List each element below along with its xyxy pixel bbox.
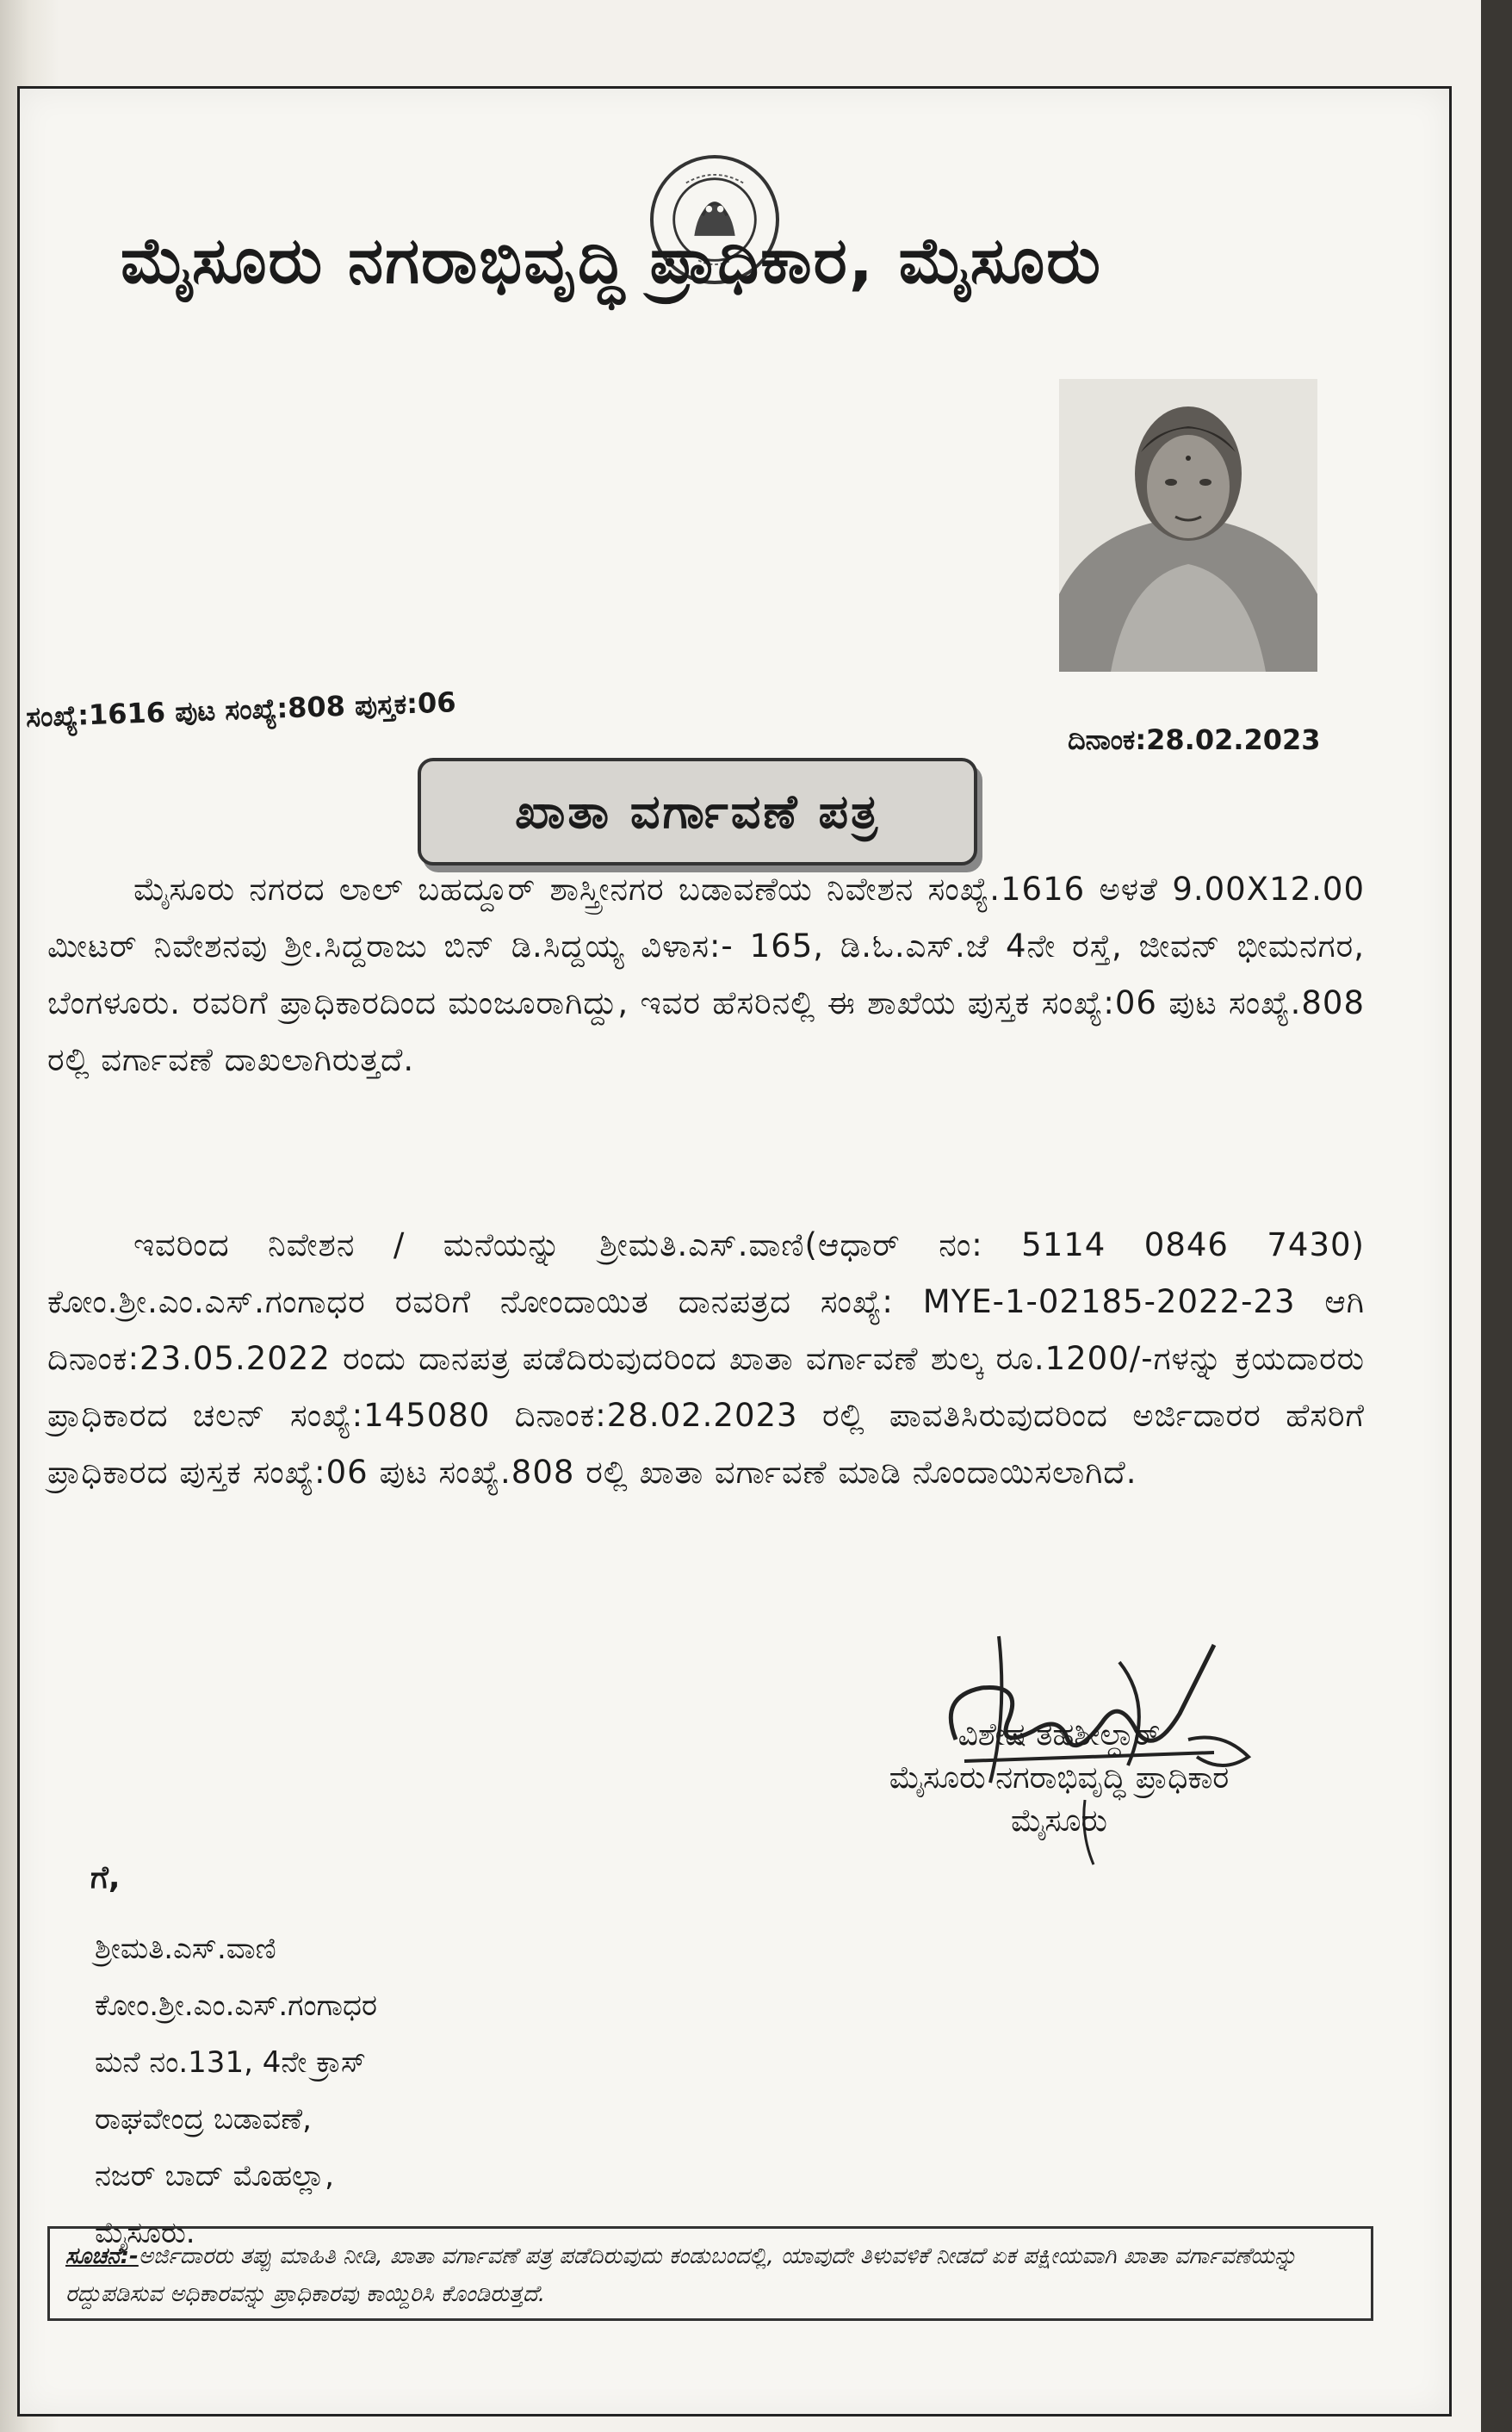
body-paragraph-1: ಮೈಸೂರು ನಗರದ ಲಾಲ್ ಬಹದ್ದೂರ್ ಶಾಸ್ತ್ರೀನಗರ ಬಡಾವಣೆಯ ನಿವೇಶನ ಸಂಖ್ಯೆ.1616 ಅಳತೆ 9.00X12.00 ಮೀಟರ್ ನಿವೇಶನವು ಶ್ರೀ.ಸಿದ್ದರಾಜು ಬಿನ್ ಡಿ.ಸಿದ್ದಯ್ಯ ವಿಳಾಸ:- 165, ಡಿ.ಓ.ಎಸ್.ಜೆ 4ನೇ ರಸ್ತೆ, ಜೀವನ್ ಭೀಮನಗರ, ಬೆಂಗಳೂರು. ರವರಿಗೆ ಪ್ರಾಧಿಕಾರದಿಂದ ಮಂಜೂರಾಗಿದ್ದು, ಇವರ ಹೆಸರಿನಲ್ಲಿ ಈ ಶಾಖೆಯ ಪುಸ್ತಕ ಸಂಖ್ಯೆ:06 ಪುಟ ಸಂಖ್ಯೆ.808 ರಲ್ಲಿ ವರ್ಗಾವಣೆ ದಾಖಲಾಗಿರುತ್ತದೆ. (47, 871, 1365, 1078)
document-heading: ಖಾತಾ ವರ್ಗಾವಣೆ ಪತ್ರ (418, 758, 977, 865)
body-paragraph-2: ಇವರಿಂದ ನಿವೇಶನ / ಮನೆಯನ್ನು ಶ್ರೀಮತಿ.ಎಸ್.ವಾಣಿ(ಆಧಾರ್ ನಂ: 5114 0846 7430) ಕೋಂ.ಶ್ರೀ.ಎಂ.ಎಸ್.ಗಂಗಾಧರ ರವರಿಗೆ ನೋಂದಾಯಿತ ದಾನಪತ್ರದ ಸಂಖ್ಯೆ: MYE-1-02185-2022-23 ಆಗಿ ದಿನಾಂಕ:23.05.2022 ರಂದು ದಾನಪತ್ರ ಪಡೆದಿರುವುದರಿಂದ ಖಾತಾ ವರ್ಗಾವಣೆ ಶುಲ್ಕ ರೂ.1200/-ಗಳನ್ನು ಕ್ರಯದಾರರು ಪ್ರಾಧಿಕಾರದ ಚಲನ್ ಸಂಖ್ಯೆ:145080 ದಿನಾಂಕ:28.02.2023 ರಲ್ಲಿ ಪಾವತಿಸಿರುವುದರಿಂದ ಅರ್ಜಿದಾರರ ಹೆಸರಿಗೆ ಪ್ರಾಧಿಕಾರದ ಪುಸ್ತಕ ಸಂಖ್ಯೆ:06 ಪುಟ ಸಂಖ್ಯೆ.808 ರಲ್ಲಿ ಖಾತಾ ವರ್ಗಾವಣೆ ಮಾಡಿ ನೊಂದಾಯಿಸಲಾಗಿದೆ. (47, 1226, 1365, 1491)
address-line: ರಾಘವೇಂದ್ರ ಬಡಾವಣೆ, (95, 2102, 312, 2137)
address-line: ಮನೆ ನಂ.131, 4ನೇ ಕ್ರಾಸ್ (95, 2045, 367, 2080)
address-line: ಮೈಸೂರು. (95, 2216, 195, 2250)
signatory-city: ಮೈಸೂರು (1011, 1803, 1107, 1839)
to-label: ಗೆ, (90, 1860, 121, 1895)
notice-box (47, 2226, 1373, 2321)
address-line: ನಜರ್ ಬಾದ್ ಮೊಹಲ್ಲಾ, (95, 2159, 334, 2193)
reference-numbers: ಸಂಖ್ಯೆ:1616 ಪುಟ ಸಂಖ್ಯೆ:808 ಪುಸ್ತಕ:06 (25, 686, 457, 734)
recipient-address (95, 1920, 377, 2261)
authority-title: ಮೈಸೂರು ನಗರಾಭಿವೃದ್ಧಿ ಪ್ರಾಧಿಕಾರ, ಮೈಸೂರು (121, 224, 1102, 298)
address-line: ಕೋಂ.ಶ್ರೀ.ಎಂ.ಎಸ್.ಗಂಗಾಧರ (95, 1988, 377, 2023)
issue-date: ದಿನಾಂಕ:28.02.2023 (1068, 723, 1321, 756)
address-line: ಶ್ರೀಮತಿ.ಎಸ್.ವಾಣಿ (95, 1932, 276, 1966)
notice-label: ಸೂಚನೆ:- (65, 2243, 139, 2269)
signatory-authority: ಮೈಸೂರು ನಗರಾಭಿವೃದ್ಧಿ ಪ್ರಾಧಿಕಾರ (889, 1760, 1230, 1796)
signatory-stamp (818, 1714, 1300, 1843)
applicant-photo (1059, 379, 1317, 672)
portrait-image (1059, 379, 1317, 672)
notice-text: ಅರ್ಜಿದಾರರು ತಪ್ಪು ಮಾಹಿತಿ ನೀಡಿ, ಖಾತಾ ವರ್ಗಾವಣೆ ಪತ್ರ ಪಡೆದಿರುವುದು ಕಂಡುಬಂದಲ್ಲಿ, ಯಾವುದೇ ತಿಳುವಳಿಕೆ ನೀಡದೆ ಏಕ ಪಕ್ಷೀಯವಾಗಿ ಖಾತಾ ವರ್ಗಾವಣೆಯನ್ನು ರದ್ದುಪಡಿಸುವ ಅಧಿಕಾರವನ್ನು ಪ್ರಾಧಿಕಾರವು ಕಾಯ್ದಿರಿಸಿ ಕೊಂಡಿರುತ್ತದೆ. (65, 2243, 1298, 2307)
signatory-designation: ವಿಶೇಷ ತಹಶೀಲ್ದಾರ್ (957, 1717, 1161, 1753)
